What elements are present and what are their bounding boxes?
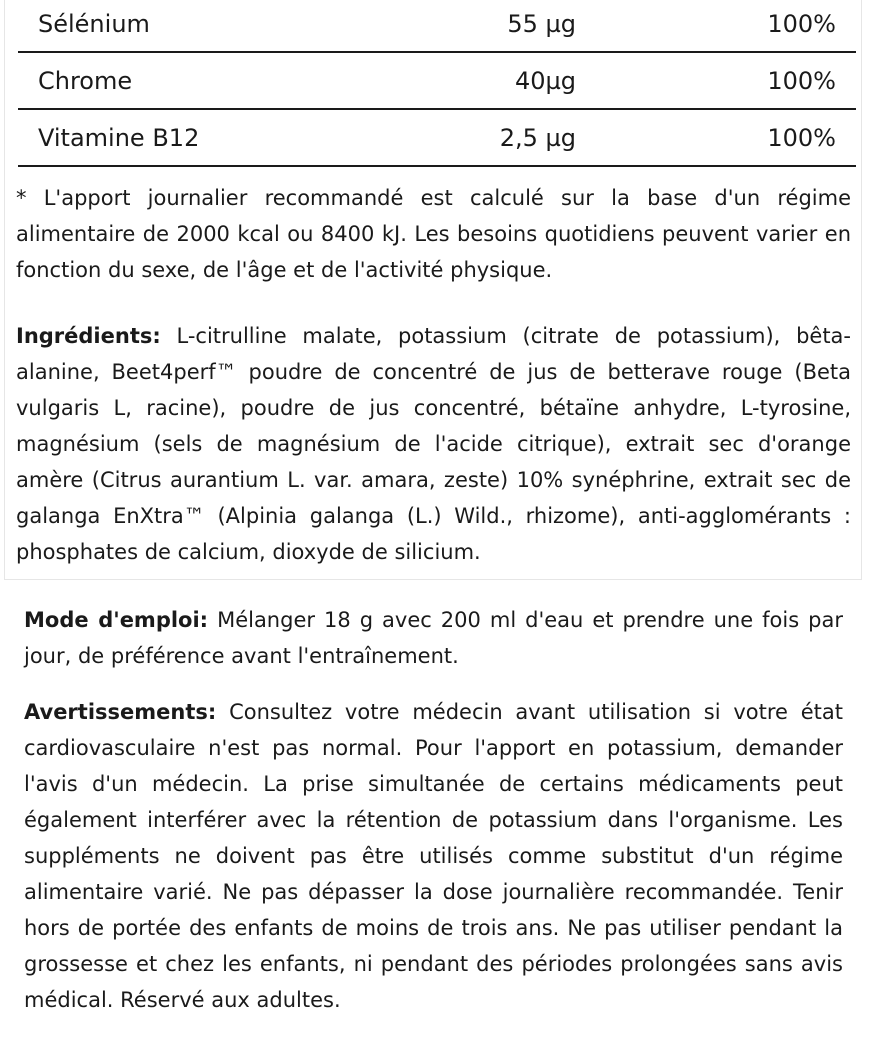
table-row <box>18 52 856 109</box>
usage-paragraph <box>24 602 843 674</box>
footnote-text: * L'apport journalier recommandé est calculé sur la base d'un régime alimentaire de 2000 kcal ou 8400 kJ. Les besoins quotidiens peuvent varier en fonction du sexe, de l'âge et de l'activité physique. <box>16 186 851 282</box>
warnings-text: Consultez votre médecin avant utilisation si votre état cardiovasculaire n'est pas normal. Pour l'apport en potassium, demander l'avis d'un médecin. La prise simultanée de certains médicaments peut également interférer avec la rétention de potassium dans l'organisme. Les suppléments ne doivent pas être utilisés comme substitut d'un régime alimentaire varié. Ne pas dépasser la dose journalière recommandée. Tenir hors de portée des enfants de moins de trois ans. Ne pas utiliser pendant la grossesse et chez les enfants, ni pendant des périodes prolongées sans avis médical. Réservé aux adultes. <box>24 700 843 1012</box>
nutrient-percent: 100% <box>576 0 856 52</box>
warnings-label: Avertissements: <box>24 700 217 724</box>
nutrient-amount: 55 µg <box>428 0 576 52</box>
nutrient-amount: 2,5 µg <box>428 109 576 166</box>
table-row <box>18 109 856 166</box>
nutrient-name: Sélénium <box>18 0 428 52</box>
ingredients-paragraph <box>16 318 851 570</box>
nutrient-name: Vitamine B12 <box>18 109 428 166</box>
nutrient-amount: 40µg <box>428 52 576 109</box>
usage-text: Mélanger 18 g avec 200 ml d'eau et prendre une fois par jour, de préférence avant l'entraînement. <box>24 608 843 668</box>
warnings-paragraph <box>24 694 843 1018</box>
nutrient-percent: 100% <box>576 109 856 166</box>
ingredients-text: L-citrulline malate, potassium (citrate de potassium), bêta-alanine, Beet4perf™ poudre de concentré de jus de betterave rouge (Beta vulgaris L, racine), poudre de jus concentré, bétaïne anhydre, L-tyrosine, magnésium (sels de magnésium de l'acide citrique), extrait sec d'orange amère (Citrus aurantium L. var. amara, zeste) 10% synéphrine, extrait sec de galanga EnXtra™ (Alpinia galanga (L.) Wild., rhizome), anti-agglomérants : phosphates de calcium, dioxyde de silicium. <box>16 324 851 564</box>
usage-label: Mode d'emploi: <box>24 608 209 632</box>
nutrient-percent: 100% <box>576 52 856 109</box>
ingredients-label: Ingrédients: <box>16 324 161 348</box>
nutrient-name: Chrome <box>18 52 428 109</box>
nutrition-table <box>18 0 856 167</box>
table-row <box>18 0 856 52</box>
